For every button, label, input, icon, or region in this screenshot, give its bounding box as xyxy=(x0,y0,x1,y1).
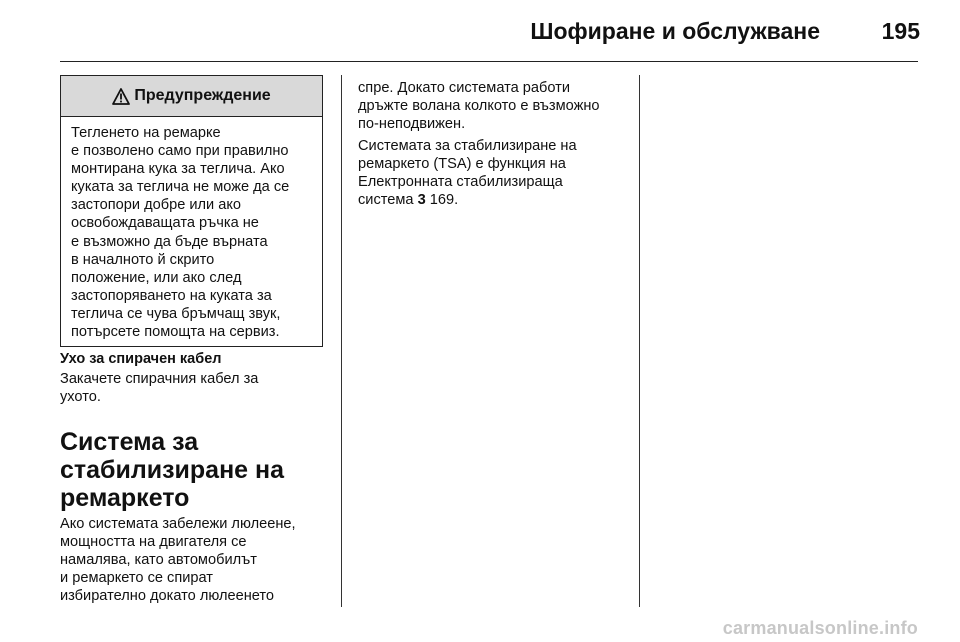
warning-line: в началното й скрито xyxy=(71,251,215,268)
column2-paragraph-2 xyxy=(358,137,628,209)
text-line: Ако системата забележи люлеене, xyxy=(60,516,296,532)
text-line: Електронната стабилизираща xyxy=(358,174,563,191)
warning-line: е позволено само при правилно xyxy=(71,143,289,160)
section-title-line: стабилизиране на xyxy=(60,456,285,484)
warning-triangle-icon xyxy=(112,88,130,105)
text-line: намалява, като автомобилът xyxy=(60,552,257,569)
warning-line: е възможно да бъде върната xyxy=(71,233,268,250)
column-divider-left xyxy=(341,75,342,607)
warning-line: положение, или ако след xyxy=(71,269,242,286)
watermark: carmanualsonline.info xyxy=(722,618,918,638)
column-divider-right xyxy=(639,75,640,607)
warning-line: застопоряването на куката за xyxy=(71,287,272,304)
warning-line: куката за теглича не може да се xyxy=(71,179,290,196)
text-line: ремаркето (TSA) е функция на xyxy=(358,156,566,173)
warning-line: теглича се чува бръмчащ звук, xyxy=(71,305,281,322)
section-body xyxy=(60,515,328,605)
text-fragment: система xyxy=(358,192,418,209)
text-line: мощността на двигателя се xyxy=(60,534,247,551)
text-line: спре. Докато системата работи xyxy=(358,80,571,96)
warning-line: монтирана кука за теглича. Ако xyxy=(71,161,285,178)
warning-line: застопори добре или ако xyxy=(71,197,242,214)
warning-header xyxy=(61,76,322,117)
warning-line: освобождаващата ръчка не xyxy=(71,215,259,232)
text-line: избирателно докато люлеенето xyxy=(60,588,275,605)
cross-reference-page[interactable]: 169. xyxy=(425,192,459,209)
cross-reference-icon: 3 xyxy=(417,192,426,209)
warning-title: Предупреждение xyxy=(134,87,271,104)
section-title-line: ремаркето xyxy=(60,484,190,512)
brake-cable-subheading: Ухо за спирачен кабел xyxy=(60,351,222,367)
text-line: по-неподвижен. xyxy=(358,116,466,133)
section-title-line: Система за xyxy=(60,428,199,456)
text-line: дръжте волана колкото е възможно xyxy=(358,98,600,115)
text-line-with-xref xyxy=(358,191,628,209)
page-number: 195 xyxy=(881,18,920,44)
page-header-title: Шофиране и обслужване xyxy=(530,18,820,44)
text-line: и ремаркето се спират xyxy=(60,570,213,587)
header-divider xyxy=(60,61,918,62)
warning-line: потърсете помощта на сервиз. xyxy=(71,324,280,341)
text-line: ухото. xyxy=(60,389,101,406)
section-title xyxy=(60,428,328,512)
warning-text xyxy=(61,117,322,341)
warning-line: Тегленето на ремарке xyxy=(71,125,221,141)
text-line: Закачете спирачния кабел за xyxy=(60,371,259,387)
text-line: Системата за стабилизиране на xyxy=(358,138,577,154)
brake-cable-text xyxy=(60,370,328,406)
column2-paragraph-1 xyxy=(358,79,628,133)
warning-box xyxy=(60,75,323,347)
